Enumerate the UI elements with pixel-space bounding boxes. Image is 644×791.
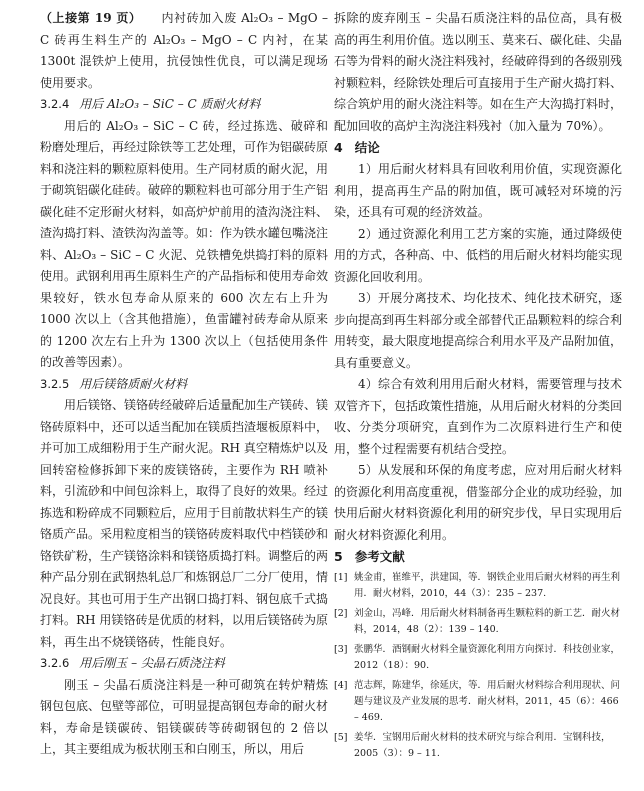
right-column bbox=[334, 8, 622, 766]
section-number: 4 bbox=[334, 140, 343, 155]
reference-text: 姚金甫，崔维平，洪建国，等．钢铁企业用后耐火材料的再生利用．耐火材料，2010，44（3）：235 – 237. bbox=[354, 572, 621, 599]
section-title: 用后刚玉 – 尖晶石质浇注料 bbox=[79, 656, 225, 670]
reference-number: [2] bbox=[334, 608, 348, 619]
section-3-2-4-heading bbox=[40, 94, 328, 116]
conclusion-item-1: 1）用后耐火材料具有回收利用价值，实现资源化利用，提高再生产品的附加值，既可减轻对环境的污染，还具有可观的经济效益。 bbox=[334, 162, 622, 219]
section-title: 结论 bbox=[354, 140, 380, 155]
section-number: 5 bbox=[334, 549, 343, 564]
conclusion-item-2: 2）通过资源化利用工艺方案的实施，通过降级使用的方式，各种高、中、低档的用后耐火材料均能实现资源化回收利用。 bbox=[334, 226, 623, 284]
reference-number: [1] bbox=[334, 572, 348, 583]
conclusion-item-5: 5）从发展和环保的角度考虑，应对用后耐火材料的资源化利用高度重视，借鉴部分企业的成功经验，加快用后耐火材料资源化利用的研究步伐，早日实现用后耐火材料资源化利用。 bbox=[334, 463, 623, 542]
reference-number: [3] bbox=[334, 644, 348, 655]
reference-item bbox=[334, 678, 622, 726]
left-column bbox=[40, 8, 328, 761]
conclusion-item-3: 3）开展分离技术、均化技术、纯化技术研究，逐步向提高到再生料部分或全部替代正品颗粒料的综合利用转变，最大限度地提高综合利用水平及产品附加值，具有重要意义。 bbox=[334, 291, 623, 370]
reference-number: [5] bbox=[334, 732, 348, 743]
reference-number: [4] bbox=[334, 680, 348, 691]
paragraph-continued: 拆除的废弃刚玉 – 尖晶石质浇注料的品位高，具有极高的再生利用价值。选以刚玉、莫来石、碳化硅、尖晶石等为骨料的耐火浇注料残衬，经破碎得到的各级别残衬颗粒料，经除铁处理后可直接用于生产耐火捣打料、综合筑炉用的耐火浇注料等。如在生产大沟捣打料时，配加回收的高炉主沟浇注料残衬（加入量为 70%）。 bbox=[334, 11, 623, 133]
section-number: 3.2.6 bbox=[40, 656, 70, 670]
section-4-heading bbox=[334, 137, 622, 159]
reference-text: 张鹏华．酒钢耐火材料全量资源化利用方向探讨．科技创业家，2012（18）：90. bbox=[354, 644, 621, 671]
reference-item bbox=[334, 570, 622, 602]
paragraph-corundum-spinel: 刚玉 – 尖晶石质浇注料是一种可砌筑在转炉精炼钢包包底、包壁等部位，可明显提高钢包寿命的耐火材料，寿命是镁碳砖、铝镁碳砖等砖砌钢包的 2 倍以上，其主要组成为板状刚玉和白刚玉，所以，用后 bbox=[40, 677, 329, 756]
reference-text: 刘金山，冯峰．用后耐火材料制备再生颗粒料的新工艺．耐火材料，2014，48（2）：139 – 140. bbox=[354, 608, 621, 635]
section-number: 3.2.4 bbox=[40, 97, 70, 111]
reference-item bbox=[334, 730, 622, 762]
reference-text: 范志辉，陈建华，徐延庆，等．用后耐火材料综合利用现状、问题与建议及产业发展的思考．耐火材料，2011，45（6）：466 – 469. bbox=[354, 680, 621, 723]
paragraph-al2o3-sic-c: 用后的 Al₂O₃ – SiC – C 砖，经过拣选、破碎和粉磨处理后，再经过除铁等工艺处理，可作为铝碳砖原料和浇注料的颗粒原料使用。生产同材质的耐火泥，用于砌筑铝碳化硅砖。破碎的颗粒料也可部分用于生产铝碳化硅不定形耐火材料，如高炉炉前用的渣沟浇注料、渣沟捣打料、渣铁沟沟盖等。如：作为铁水罐包嘴浇注料、Al₂O₃ – SiC – C 火泥、兑铁槽免烘捣打料的原料使用。武钢利用再生原料生产的产品指标和使用寿命效果较好，铁水包寿命从原来的 600 次左右上升为 1000 次以上（含其他措施），鱼雷罐衬砖寿命从原来的 1200 次左右上升为 1300 次以上（包括使用条件的改善等因素）。 bbox=[40, 118, 329, 369]
conclusion-item-4: 4）综合有效利用用后耐火材料，需要管理与技术双管齐下，包括政策性措施，从用后耐火材料的分类回收、分类分项研究，直到作为二次原料进行生产和使用，整个过程需要有机结合受控。 bbox=[334, 377, 623, 456]
reference-list bbox=[334, 570, 622, 762]
section-title: 用后镁铬质耐火材料 bbox=[79, 376, 188, 391]
section-3-2-6-heading bbox=[40, 653, 328, 675]
reference-item bbox=[334, 606, 622, 638]
continued-paragraph bbox=[40, 8, 328, 94]
paragraph-magnesia-chrome: 用后镁铬、镁铬砖经破碎后适量配加生产镁砖、镁铬砖原料中，还可以适当配加在镁质挡渣堰板原料中，并可加工成细粉用于生产耐火泥。RH 真空精炼炉以及回转窑检修拆卸下来的废镁铬砖，主要作为 RH 喷补料，引流砂和中间包涂料上，取得了良好的效果。经过拣选和粉碎成不同颗粒后，应用于目前散状料生产的镁铬质产品。采用粒度相当的镁铬砖废料取代中档镁砂和铬铁矿粉，生产镁铬涂料和镁铬质捣打料。调整后的两种产品分别在武钢热轧总厂和炼钢总厂二分厂使用，情况良好。其也可用于生产出钢口捣打料、钢包底千式捣打料。RH 用镁铬砖是优质的材料，以用后镁铬砖为原料，再生出不烧镁铬砖，性能良好。 bbox=[40, 398, 329, 649]
section-3-2-5-heading bbox=[40, 374, 328, 396]
section-title: 用后 Al₂O₃ – SiC – C 质耐火材料 bbox=[79, 97, 261, 111]
continued-from-label: （上接第 19 页） bbox=[40, 11, 142, 25]
reference-item bbox=[334, 642, 622, 674]
reference-text: 姜华．宝钢用后耐火材料的技术研究与综合利用．宝钢科技，2005（3）：9 – 11. bbox=[354, 732, 611, 759]
section-number: 3.2.5 bbox=[40, 376, 70, 391]
section-5-heading bbox=[334, 546, 622, 568]
section-title: 参考文献 bbox=[354, 549, 405, 564]
paragraph-text: 内衬砖加入废 Al₂O₃ – MgO – C 砖再生料生产的 Al₂O₃ – MgO – C 内衬，在某 1300t 混铁炉上使用，抗侵蚀性优良，可以满足现场使用要求。 bbox=[40, 11, 329, 90]
